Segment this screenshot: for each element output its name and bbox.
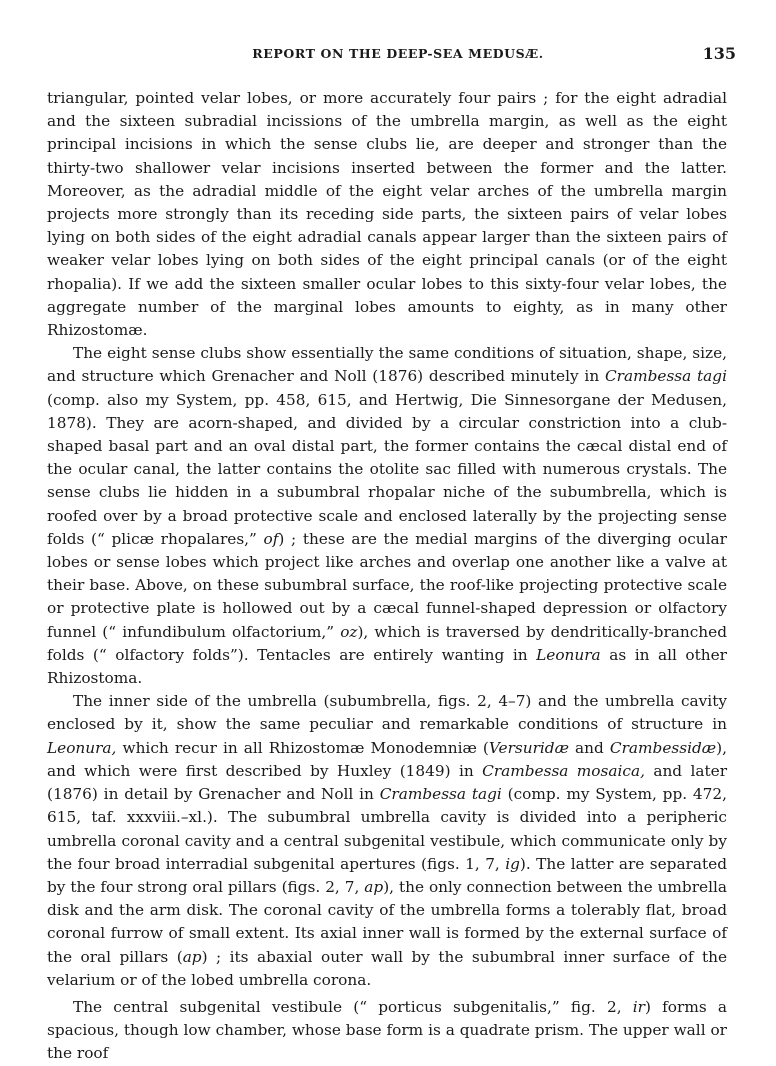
running-title: REPORT ON THE DEEP-SEA MEDUSÆ. (252, 46, 544, 61)
text-run: The eight sense clubs show essentially the same conditions of situation, shape, size, and structure which Grenacher and Noll (1876) described minutely in (47, 344, 727, 386)
italic-run: Crambessa tagi (604, 367, 727, 386)
text-run: ) ; these are the medial margins of the diverging ocular lobes or sense lobes which project like arches and overlap one another like a valve at their base. Above, on these subumbral surface, the roof-like projecting protective scale or protective plate is hollowed out by a cæcal funnel-shaped depression or olfactory funnel (“ infundibulum olfactorium,” (47, 529, 727, 641)
text-run: triangular, pointed velar lobes, or more accurately four pairs ; for the eight adradial and the sixteen subradial incissions of the umbrella margin, as well as the eight principal incisions in which the sense clubs lie, are deeper and stronger than the thirty-two shallower velar incisions inserted between the former and the latter. Moreover, as the adradial middle of the eight velar arches of the umbrella margin projects more strongly than its receding side parts, the sixteen pairs of velar lobes lying on both sides of the eight adradial canals appear larger than the sixteen pairs of weaker velar lobes lying on both sides of the eight principal canals (or of the eight rhopalia). If we add the sixteen smaller ocular lobes to this sixty-four velar lobes, the aggregate number of the marginal lobes amounts to eighty, as in many other Rhizostomæ. (47, 89, 727, 340)
italic-run: ig (505, 854, 520, 873)
text-run: and (568, 738, 610, 757)
text-run: ) ; its abaxial outer wall by the subumbral inner surface of the velarium or of the lobed umbrella corona. (47, 947, 727, 989)
text-run: as in all other Rhizostoma. (47, 645, 727, 688)
paragraph-4 (47, 996, 727, 1066)
italic-run: Leonura, (47, 738, 117, 757)
italic-run: Crambessa tagi (379, 785, 502, 804)
italic-run: Versuridæ (488, 738, 569, 757)
text-run: ), the only connection between the umbrella disk and the arm disk. The coronal cavity of the umbrella forms a tolerably flat, broad coronal furrow of small extent. Its axial inner wall is formed by the external surface of the oral pillars ( (47, 877, 727, 966)
italic-run: oz (340, 622, 358, 641)
text-run: The central subgenital vestibule (“ porticus subgenitalis,” fig. 2, (73, 997, 633, 1016)
italic-run: of (263, 529, 279, 548)
text-run: The inner side of the umbrella (subumbrella, figs. 2, 4–7) and the umbrella cavity enclosed by it, show the same peculiar and remarkable conditions of structure in (47, 692, 727, 734)
text-run: (comp. my System, pp. 472, 615, taf. xxxviii.–xl.). The subumbral umbrella cavity is divided into a peripheric umbrella coronal cavity and a central subgenital vestibule, which communicate only by the four broad interradial subgenital apertures (figs. 1, 7, (47, 785, 727, 873)
text-run: ) forms a spacious, though low chamber, whose base form is a quadrate prism. The upper wall or the roof (47, 997, 727, 1063)
italic-run: Leonura (536, 645, 601, 664)
body-text (47, 87, 727, 1066)
italic-run: ap (182, 947, 202, 966)
italic-run: ap (364, 877, 384, 896)
text-run: and later (1876) in detail by Grenacher and Noll in (47, 761, 728, 804)
paragraph-1 (47, 87, 727, 342)
text-run: ), which is traversed by dendritically-branched folds (“ olfactory folds”). Tentacles are entirely wanting in (47, 622, 727, 664)
text-run: ). The latter are separated by the four strong oral pillars (figs. 2, 7, (47, 854, 727, 896)
text-run: which recur in all Rhizostomæ Monodemniæ ( (116, 738, 489, 757)
italic-run: Crambessidæ (609, 738, 717, 757)
text-run: (comp. also my System, pp. 458, 615, and Hertwig, Die Sinnesorgane der Medusen, 1878). They are acorn-shaped, and divided by a circular constriction into a club-shaped basal part and an oval distal part, the former contains the cæcal distal end of the ocular canal, the latter contains the otolite sac filled with numerous crystals. The sense clubs lie hidden in a subumbral rhopalar niche of the subumbrella, which is roofed over by a broad protective scale and enclosed laterally by the projecting sense folds (“ plicæ rhopalares,” (47, 390, 727, 548)
italic-run: Crambessa mosaica, (482, 761, 645, 780)
italic-run: ir (632, 997, 645, 1016)
running-head (0, 44, 776, 68)
text-run: ), and which were first described by Huxley (1849) in (47, 738, 727, 780)
paragraph-3 (47, 690, 727, 992)
page-number: 135 (702, 44, 736, 63)
paragraph-2 (47, 342, 727, 690)
